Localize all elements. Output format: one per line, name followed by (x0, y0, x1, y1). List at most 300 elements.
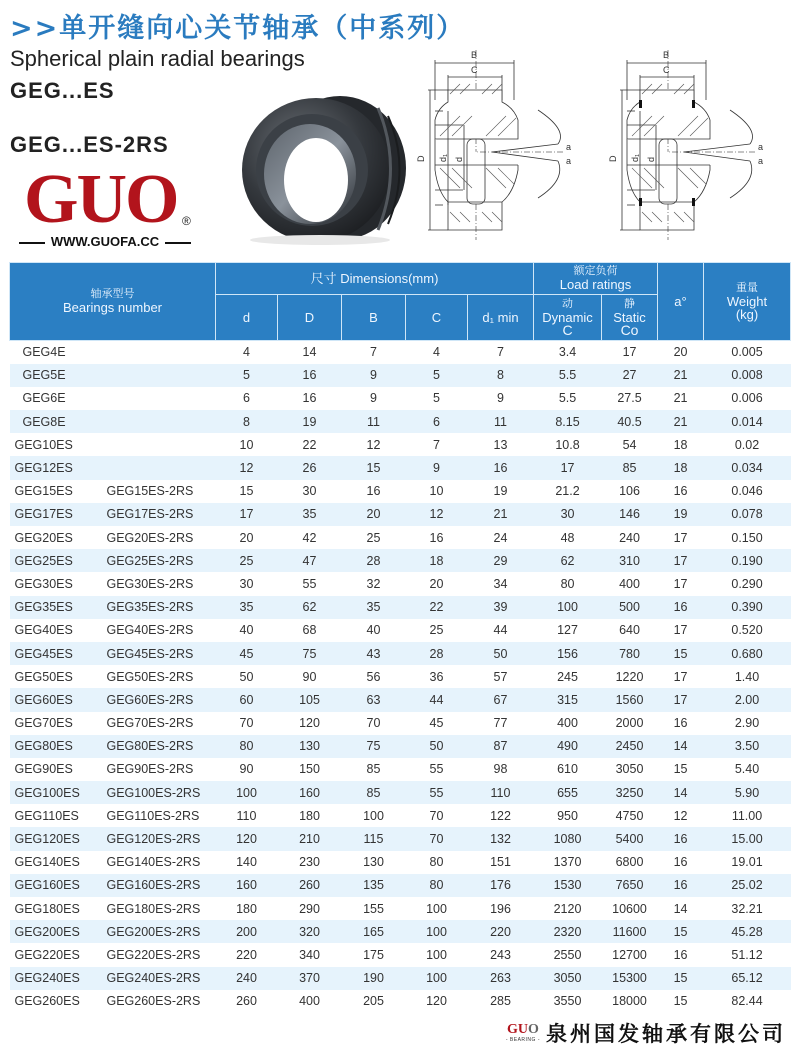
cell-model-es-2rs: GEG180ES-2RS (106, 901, 201, 916)
cell-model-es: GEG35ES (10, 596, 104, 619)
cell-dynamic-load: 127 (557, 623, 578, 638)
label-angle-a-lower: a (758, 156, 764, 166)
cell-d: 200 (216, 920, 278, 943)
table-row (10, 827, 791, 850)
cell-D: 47 (278, 549, 342, 572)
table-row (10, 851, 791, 874)
cell-model-es: GEG10ES (14, 437, 73, 452)
cell-angle: 21 (658, 410, 704, 433)
cell-model-es-2rs: GEG160ES-2RS (104, 874, 216, 897)
cell-d: 100 (216, 781, 278, 804)
website-url (10, 234, 200, 249)
cell-angle: 12 (673, 808, 688, 823)
cell-weight: 0.034 (704, 456, 791, 479)
header-angle: a° (658, 263, 704, 341)
technical-drawing-es (408, 40, 593, 245)
cell-B: 70 (366, 716, 381, 731)
cell-d: 110 (236, 808, 257, 823)
cell-d1-min: 9 (497, 391, 504, 406)
header-dynamic (534, 295, 602, 341)
cell-dynamic-load: 3.4 (558, 345, 577, 360)
cell-B: 130 (363, 855, 384, 870)
cell-angle: 21 (673, 391, 688, 406)
table-row (10, 874, 791, 897)
cell-d1-min: 11 (468, 410, 534, 433)
cell-model-es-2rs: GEG20ES-2RS (106, 530, 194, 545)
cell-model-es-2rs: GEG45ES-2RS (104, 642, 216, 665)
cell-angle: 21 (658, 364, 704, 387)
cell-angle: 15 (673, 762, 688, 777)
table-row (10, 572, 791, 595)
cell-model-es: GEG20ES (14, 530, 73, 545)
cell-dynamic-load: 2320 (534, 920, 602, 943)
cell-angle: 14 (658, 781, 704, 804)
cell-dynamic-load: 30 (534, 503, 602, 526)
cell-model-es-2rs: GEG35ES-2RS (104, 596, 216, 619)
cell-model-es: GEG200ES (10, 920, 104, 943)
cell-model-es-2rs: GEG15ES-2RS (106, 484, 194, 499)
table-row (10, 712, 791, 735)
cell-angle: 15 (658, 967, 704, 990)
table-row (10, 990, 791, 1013)
cell-model-es: GEG50ES (14, 669, 73, 684)
cell-d1-min: 13 (493, 437, 508, 452)
header-dynamic-en: Dynamic (542, 310, 593, 325)
brand-name: GUO (24, 161, 178, 238)
cell-model-es: GEG15ES (14, 484, 73, 499)
cell-model-es: GEG8E (10, 410, 104, 433)
cell-weight: 2.90 (734, 716, 760, 731)
cell-C: 36 (429, 669, 444, 684)
cell-D: 340 (299, 947, 320, 962)
cell-d: 220 (236, 947, 257, 962)
cell-d1-min: 67 (468, 688, 534, 711)
cell-model-es-2rs: GEG120ES-2RS (104, 827, 216, 850)
cell-B: 11 (342, 410, 406, 433)
cell-B: 190 (342, 967, 406, 990)
header-dimensions: 尺寸 Dimensions(mm) (216, 263, 534, 295)
footer-logo-text: GU (506, 1022, 528, 1037)
cell-model-es-2rs (104, 341, 216, 364)
cell-weight: 5.40 (734, 762, 760, 777)
cell-C: 16 (429, 530, 444, 545)
cell-static-load: 780 (602, 642, 658, 665)
cell-B: 28 (342, 549, 406, 572)
cell-model-es: GEG100ES (10, 781, 104, 804)
cell-C: 100 (406, 967, 468, 990)
cell-D: 16 (302, 391, 317, 406)
cell-static-load: 27.5 (617, 391, 642, 406)
header-weight-cn: 重量 (736, 282, 759, 294)
cell-static-load: 40.5 (602, 410, 658, 433)
table-row (10, 387, 791, 410)
cell-C: 70 (429, 808, 444, 823)
cell-d1-min: 7 (497, 345, 504, 360)
cell-model-es: GEG30ES (14, 576, 73, 591)
cell-C: 80 (429, 855, 444, 870)
label-d1: d₁ (438, 153, 448, 162)
cell-B: 15 (342, 456, 406, 479)
cell-weight: 2.00 (704, 688, 791, 711)
cell-d1-min: 110 (468, 781, 534, 804)
header-load-ratings-cn: 额定负荷 (573, 265, 618, 277)
cell-angle: 15 (673, 994, 688, 1009)
website-url-text: WWW.GUOFA.CC (50, 234, 160, 249)
cell-model-es: GEG5E (10, 364, 104, 387)
cell-D: 120 (299, 716, 320, 731)
cell-weight: 25.02 (704, 874, 791, 897)
cell-d1-min: 122 (490, 808, 511, 823)
label-angle-a-upper: a (758, 142, 764, 152)
cell-d: 90 (239, 762, 254, 777)
cell-static-load: 500 (602, 596, 658, 619)
table-row (10, 688, 791, 711)
cell-B: 12 (366, 437, 381, 452)
cell-angle: 17 (658, 688, 704, 711)
cell-B: 100 (363, 808, 384, 823)
cell-C: 22 (406, 596, 468, 619)
cell-d1-min: 39 (468, 596, 534, 619)
cell-d1-min: 196 (490, 901, 511, 916)
cell-dynamic-load: 1370 (553, 855, 582, 870)
cell-model-es-2rs: GEG80ES-2RS (104, 735, 216, 758)
cell-d1-min: 77 (493, 716, 508, 731)
brand-logo (10, 162, 200, 254)
label-d: d (646, 156, 656, 162)
cell-static-load: 400 (619, 576, 640, 591)
cell-C: 6 (406, 410, 468, 433)
cell-B: 85 (366, 762, 381, 777)
cell-d: 4 (243, 345, 250, 360)
cell-dynamic-load: 10.8 (555, 437, 580, 452)
cell-D: 370 (278, 967, 342, 990)
cell-C: 55 (429, 762, 444, 777)
cell-static-load: 2000 (615, 716, 644, 731)
table-row (10, 480, 791, 503)
cell-B: 40 (366, 623, 381, 638)
cell-model-es-2rs (104, 456, 216, 479)
cell-B: 25 (366, 530, 381, 545)
cell-model-es: GEG180ES (14, 901, 80, 916)
cell-C: 70 (406, 827, 468, 850)
cell-D: 14 (302, 345, 317, 360)
cell-B: 175 (363, 947, 384, 962)
cell-C: 45 (429, 716, 444, 731)
cell-weight: 0.006 (731, 391, 763, 406)
cell-model-es-2rs: GEG100ES-2RS (104, 781, 216, 804)
cell-dynamic-load: 62 (534, 549, 602, 572)
cell-angle: 17 (673, 669, 688, 684)
header-dynamic-cn: 动 (562, 298, 574, 310)
header-load-ratings-en: Load ratings (559, 277, 632, 292)
cell-C: 7 (433, 437, 440, 452)
cell-weight: 0.190 (704, 549, 791, 572)
cell-D: 160 (278, 781, 342, 804)
cell-angle: 18 (658, 456, 704, 479)
table-row (10, 642, 791, 665)
label-B: B (663, 50, 670, 60)
cell-model-es-2rs: GEG40ES-2RS (106, 623, 194, 638)
table-row (10, 410, 791, 433)
cell-dynamic-load: 1080 (534, 827, 602, 850)
cell-weight: 0.02 (734, 437, 760, 452)
cell-dynamic-load: 2550 (553, 947, 582, 962)
cell-model-es: GEG6E (22, 391, 66, 406)
cell-static-load: 3050 (615, 762, 644, 777)
table-row (10, 526, 791, 549)
cell-d1-min: 87 (468, 735, 534, 758)
label-angle-a-upper: a (566, 142, 572, 152)
table-row (10, 920, 791, 943)
table-row (10, 456, 791, 479)
cell-C: 9 (406, 456, 468, 479)
cell-angle: 16 (658, 874, 704, 897)
cell-d1-min: 132 (468, 827, 534, 850)
cell-static-load: 10600 (612, 901, 647, 916)
cell-weight: 11.00 (731, 808, 763, 823)
cell-d1-min: 29 (468, 549, 534, 572)
cell-d: 17 (216, 503, 278, 526)
cell-static-load: 310 (602, 549, 658, 572)
cell-angle: 17 (673, 576, 688, 591)
cell-C: 5 (406, 364, 468, 387)
table-row (10, 897, 791, 920)
cell-B: 75 (342, 735, 406, 758)
cell-model-es-2rs: GEG17ES-2RS (104, 503, 216, 526)
table-row (10, 364, 791, 387)
table-row (10, 596, 791, 619)
cell-d1-min: 151 (490, 855, 511, 870)
cell-D: 130 (278, 735, 342, 758)
table-row (10, 781, 791, 804)
cell-d: 30 (239, 576, 254, 591)
cell-d1-min: 44 (493, 623, 508, 638)
cell-d1-min: 8 (468, 364, 534, 387)
cell-C: 100 (406, 920, 468, 943)
table-row (10, 433, 791, 456)
cell-static-load: 4750 (615, 808, 644, 823)
cell-static-load: 5400 (602, 827, 658, 850)
cell-d: 260 (236, 994, 257, 1009)
cell-static-load: 7650 (602, 874, 658, 897)
cell-angle: 19 (658, 503, 704, 526)
cell-model-es: GEG25ES (10, 549, 104, 572)
cell-dynamic-load: 21.2 (555, 484, 580, 499)
cell-dynamic-load: 950 (557, 808, 578, 823)
page-title-english: Spherical plain radial bearings (10, 46, 305, 71)
registered-mark: ® (182, 214, 191, 228)
cell-static-load: 640 (619, 623, 640, 638)
cell-static-load: 1220 (615, 669, 644, 684)
spec-table-body (10, 341, 791, 1013)
cell-static-load: 11600 (602, 920, 658, 943)
cell-d1-min: 98 (493, 762, 508, 777)
cell-model-es-2rs: GEG240ES-2RS (104, 967, 216, 990)
table-row (10, 665, 791, 688)
cell-weight: 0.290 (731, 576, 763, 591)
cell-D: 30 (302, 484, 317, 499)
bearing-product-photo (228, 88, 418, 248)
table-row (10, 619, 791, 642)
cell-angle: 16 (673, 484, 688, 499)
cell-dynamic-load: 17 (534, 456, 602, 479)
cell-D: 290 (299, 901, 320, 916)
cell-D: 320 (278, 920, 342, 943)
cell-d1-min: 24 (493, 530, 508, 545)
cell-D: 19 (278, 410, 342, 433)
footer-logo-subtitle: - BEARING - (505, 1037, 540, 1043)
cell-static-load: 12700 (612, 947, 647, 962)
cell-model-es: GEG17ES (10, 503, 104, 526)
cell-static-load: 2450 (602, 735, 658, 758)
cell-angle: 14 (658, 735, 704, 758)
cell-d1-min: 220 (468, 920, 534, 943)
cell-angle: 16 (658, 596, 704, 619)
label-B: B (471, 50, 478, 60)
cell-B: 155 (363, 901, 384, 916)
cell-model-es-2rs: GEG220ES-2RS (106, 947, 201, 962)
cell-angle: 17 (658, 549, 704, 572)
cell-dynamic-load: 1530 (534, 874, 602, 897)
cell-dynamic-load: 48 (560, 530, 575, 545)
cell-D: 75 (278, 642, 342, 665)
cell-dynamic-load: 490 (534, 735, 602, 758)
footer-logo-o: O (527, 1022, 539, 1037)
cell-weight: 45.28 (704, 920, 791, 943)
cell-B: 9 (370, 391, 377, 406)
cell-d1-min: 16 (468, 456, 534, 479)
cell-d1-min: 176 (468, 874, 534, 897)
cell-B: 63 (342, 688, 406, 711)
cell-static-load: 18000 (612, 994, 647, 1009)
header-static-symbol: Co (620, 322, 639, 338)
cell-static-load: 54 (622, 437, 637, 452)
cell-model-es: GEG12ES (10, 456, 104, 479)
cell-dynamic-load: 610 (557, 762, 578, 777)
label-angle-a-lower: a (566, 156, 572, 166)
cell-weight: 0.520 (731, 623, 763, 638)
cell-B: 85 (342, 781, 406, 804)
cell-C: 25 (429, 623, 444, 638)
cell-model-es: GEG240ES (10, 967, 104, 990)
cell-weight: 0.046 (731, 484, 763, 499)
cell-model-es: GEG70ES (14, 716, 73, 731)
cell-dynamic-load: 245 (557, 669, 578, 684)
header-weight-unit: (kg) (735, 307, 759, 322)
header-static (602, 295, 658, 341)
table-row (10, 967, 791, 990)
cell-dynamic-load: 5.5 (558, 391, 577, 406)
cell-d: 12 (216, 456, 278, 479)
cell-model-es: GEG60ES (10, 688, 104, 711)
cell-dynamic-load: 3050 (534, 967, 602, 990)
cell-weight: 32.21 (731, 901, 763, 916)
cell-D: 62 (278, 596, 342, 619)
cell-D: 210 (278, 827, 342, 850)
cell-static-load: 17 (622, 345, 637, 360)
cell-B: 56 (366, 669, 381, 684)
cell-weight: 0.005 (731, 345, 763, 360)
cell-d: 8 (216, 410, 278, 433)
page-title-chinese: >>单开缝向心关节轴承（中系列） (10, 13, 466, 44)
cell-C: 50 (406, 735, 468, 758)
cell-C: 100 (426, 901, 447, 916)
cell-d1-min: 21 (468, 503, 534, 526)
cell-model-es-2rs (104, 364, 216, 387)
cell-weight: 3.50 (704, 735, 791, 758)
cell-d: 6 (243, 391, 250, 406)
cell-B: 16 (366, 484, 381, 499)
cell-model-es: GEG160ES (10, 874, 104, 897)
cell-static-load: 6800 (615, 855, 644, 870)
cell-C: 10 (429, 484, 444, 499)
cell-model-es: GEG4E (22, 345, 66, 360)
model-series-es-2rs: GEG...ES-2RS (10, 132, 169, 157)
cell-angle: 16 (658, 827, 704, 850)
cell-d: 70 (239, 716, 254, 731)
label-C: C (471, 65, 478, 75)
header-static-en: Static (613, 310, 646, 325)
cell-model-es-2rs: GEG110ES-2RS (106, 808, 200, 823)
cell-d: 25 (216, 549, 278, 572)
cell-model-es-2rs: GEG140ES-2RS (106, 855, 201, 870)
header-D: D (278, 295, 342, 341)
cell-weight: 65.12 (704, 967, 791, 990)
model-series-es: GEG...ES (10, 78, 115, 103)
label-C: C (663, 65, 670, 75)
cell-weight: 0.390 (704, 596, 791, 619)
cell-model-es-2rs: GEG50ES-2RS (106, 669, 194, 684)
cell-d: 180 (236, 901, 257, 916)
cell-B: 32 (366, 576, 381, 591)
cell-dynamic-load: 3550 (553, 994, 582, 1009)
cell-weight: 0.680 (704, 642, 791, 665)
header-weight-en: Weight (726, 294, 768, 309)
cell-dynamic-load: 8.15 (534, 410, 602, 433)
cell-dynamic-load: 315 (534, 688, 602, 711)
cell-model-es-2rs: GEG60ES-2RS (104, 688, 216, 711)
cell-static-load: 27 (602, 364, 658, 387)
cell-D: 16 (278, 364, 342, 387)
cell-model-es-2rs (104, 410, 216, 433)
cell-weight: 5.90 (704, 781, 791, 804)
cell-angle: 16 (673, 947, 688, 962)
cell-model-es-2rs: GEG200ES-2RS (104, 920, 216, 943)
label-d1: d₁ (630, 153, 640, 162)
cell-C: 80 (406, 874, 468, 897)
cell-weight: 82.44 (731, 994, 763, 1009)
cell-d: 80 (216, 735, 278, 758)
cell-C: 100 (426, 947, 447, 962)
cell-C: 18 (406, 549, 468, 572)
cell-B: 20 (342, 503, 406, 526)
cell-static-load: 106 (619, 484, 640, 499)
cell-d1-min: 19 (493, 484, 508, 499)
label-D: D (416, 155, 426, 162)
cell-model-es: GEG120ES (10, 827, 104, 850)
cell-B: 35 (342, 596, 406, 619)
cell-angle: 18 (673, 437, 688, 452)
cell-C: 5 (433, 391, 440, 406)
cell-D: 42 (302, 530, 317, 545)
cell-weight: 0.008 (704, 364, 791, 387)
footer-logo (506, 1023, 540, 1043)
cell-model-es: GEG45ES (10, 642, 104, 665)
cell-d: 20 (239, 530, 254, 545)
bearing-spec-table (9, 262, 791, 1013)
cell-d: 240 (216, 967, 278, 990)
header-load-ratings (534, 263, 658, 295)
